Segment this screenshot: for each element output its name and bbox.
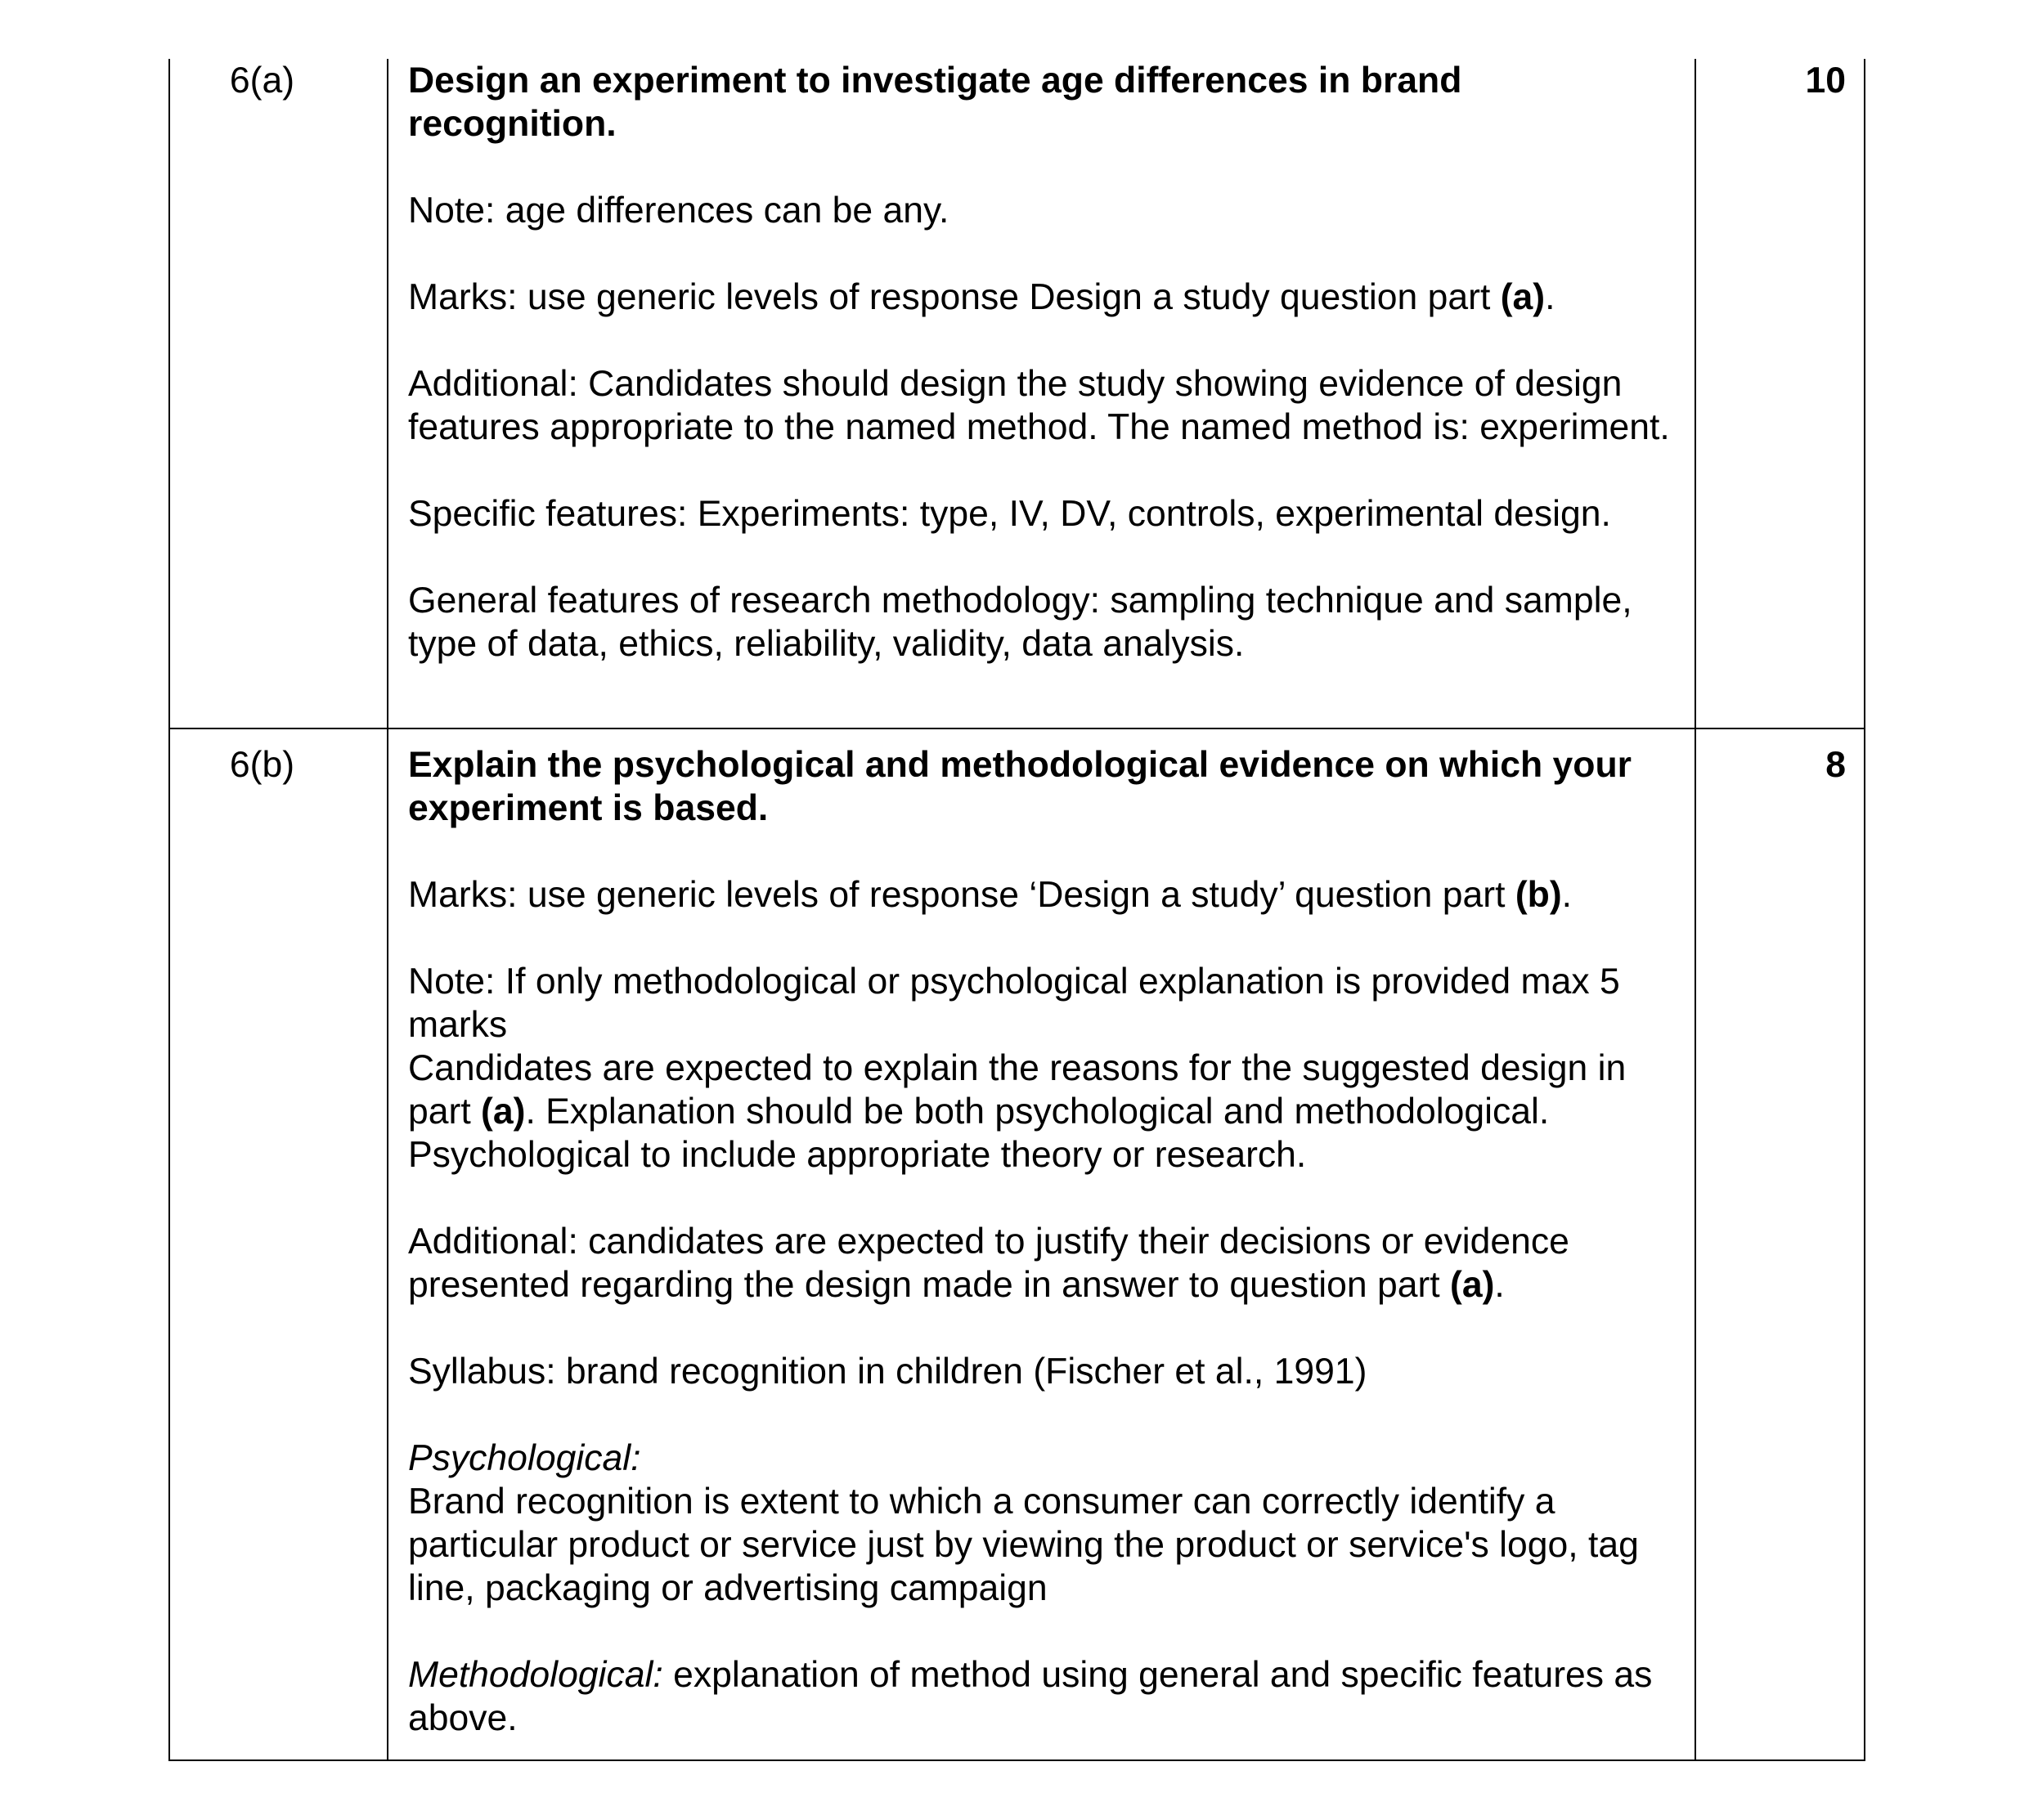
psychological-text: Brand recognition is extent to which a consumer can correctly identify a particular product or service just by viewing the product or service's logo, tag line, packaging or advertising campaign [408, 1482, 1639, 1608]
candidates-text [408, 1047, 1670, 1177]
syllabus-text: Syllabus: brand recognition in children (Fischer et al., 1991) [408, 1352, 1367, 1392]
marks-guidance-end: . [1545, 277, 1555, 317]
psychological-label [408, 1437, 1670, 1480]
general-features-text: General features of research methodology: sampling technique and sample, type of data, ethics, reliability, validity, data analysis. [408, 581, 1632, 664]
answer-cell [388, 59, 1695, 728]
question-number: 6(b) [169, 728, 388, 1760]
candidates-text-start: Candidates are expected to explain the reasons for the suggested design in part [408, 1048, 1627, 1132]
marks-guidance-end: . [1561, 875, 1573, 915]
question-number: 6(a) [169, 59, 388, 728]
part-ref: (a) [1450, 1265, 1495, 1305]
additional-text [408, 1220, 1670, 1307]
mark-scheme-table [168, 59, 1865, 1761]
note-text: Note: If only methodological or psychological explanation is provided max 5 marks [408, 962, 1620, 1045]
psychological-heading: Psychological: [408, 1438, 641, 1478]
table-row [169, 59, 1865, 728]
methodological-text [408, 1653, 1670, 1740]
marks-guidance [408, 873, 1670, 917]
candidates-text-end: . Explanation should be both psychological and methodological. Psychological to include appropriate theory or research. [408, 1092, 1550, 1175]
table-row [169, 728, 1865, 1760]
additional-text-start: Additional: candidates are expected to justify their decisions or evidence presented regarding the design made in answer to question part [408, 1222, 1569, 1305]
part-ref: (a) [481, 1092, 526, 1132]
part-ref: (b) [1515, 875, 1562, 915]
marks-guidance-text: Marks: use generic levels of response Design a study question part [408, 277, 1501, 317]
marks-value: 10 [1695, 59, 1865, 728]
part-ref: (a) [1500, 277, 1546, 317]
additional-text: Additional: Candidates should design the study showing evidence of design features appropriate to the named method. The named method is: experiment. [408, 364, 1670, 447]
marks-guidance [408, 276, 1670, 319]
marks-guidance-text: Marks: use generic levels of response ‘Design a study’ question part [408, 875, 1515, 915]
note-text: Note: age differences can be any. [408, 191, 949, 231]
marks-value: 8 [1695, 728, 1865, 1760]
question-text: Design an experiment to investigate age differences in brand recognition. [408, 61, 1462, 144]
methodological-body: explanation of method using general and specific features as above. [408, 1655, 1653, 1738]
methodological-heading: Methodological: [408, 1655, 663, 1695]
additional-text-end: . [1494, 1265, 1505, 1305]
specific-features-text: Specific features: Experiments: type, IV, DV, controls, experimental design. [408, 494, 1611, 534]
question-text: Explain the psychological and methodological evidence on which your experiment is based. [408, 745, 1632, 828]
answer-cell [388, 728, 1695, 1760]
